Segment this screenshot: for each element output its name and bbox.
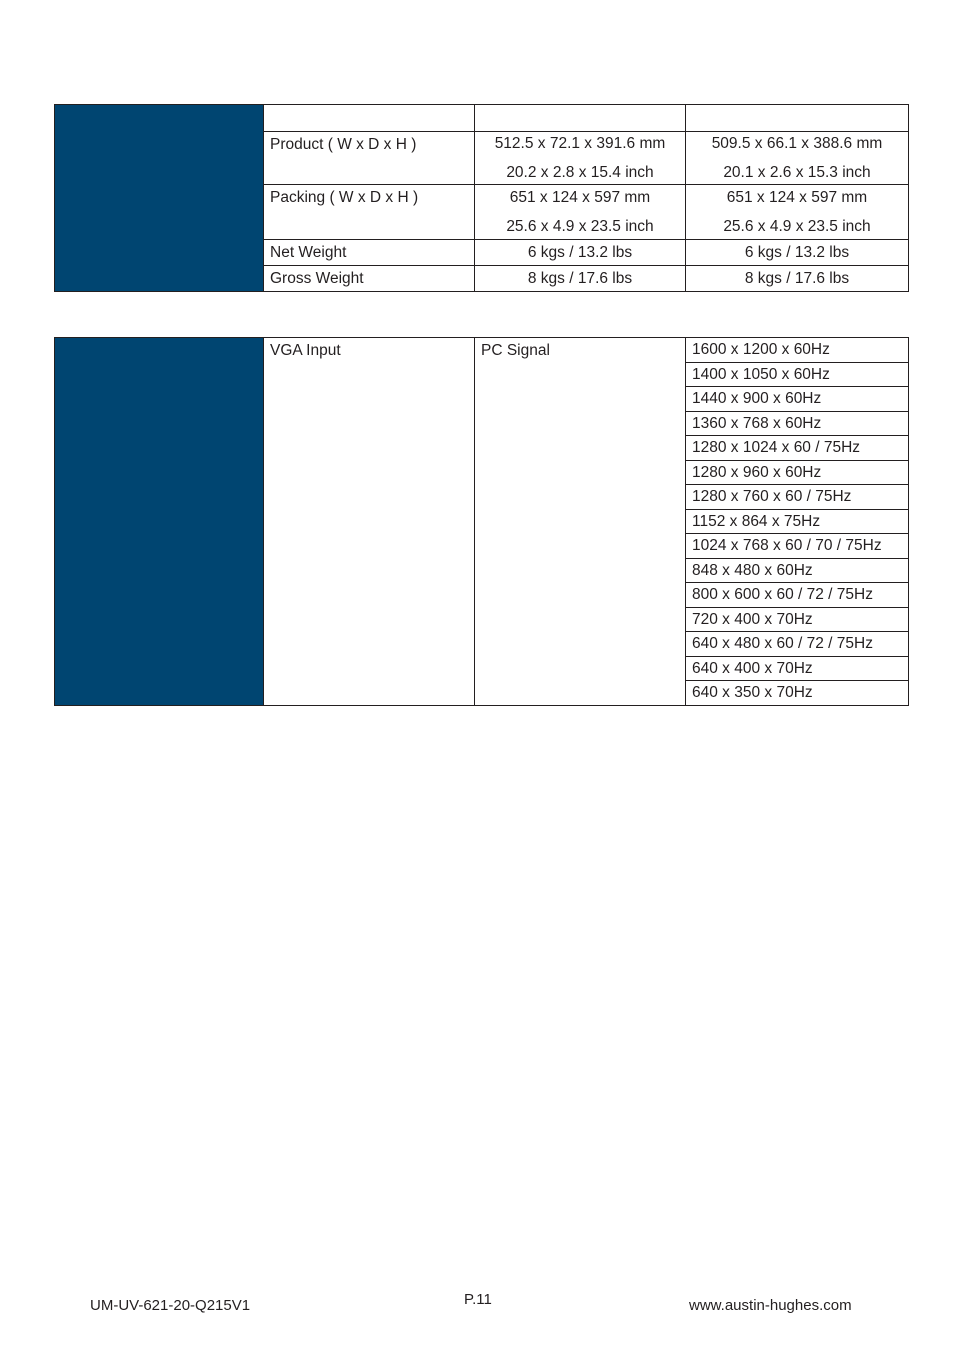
model-a-value: 8 kgs / 17.6 lbs <box>475 266 686 292</box>
header-model-a-cell <box>475 105 686 132</box>
row-label: Packing ( W x D x H ) <box>264 185 475 240</box>
imperial-value: 25.6 x 4.9 x 23.5 inch <box>506 218 654 235</box>
header-label-cell <box>264 105 475 132</box>
metric-value: 512.5 x 72.1 x 391.6 mm <box>494 134 666 152</box>
row-label: Product ( W x D x H ) <box>264 132 475 185</box>
resolution-mode-cell: 1280 x 1024 x 60 / 75Hz <box>686 436 909 461</box>
table-header-row <box>55 105 909 132</box>
resolution-mode-cell: 1280 x 760 x 60 / 75Hz <box>686 485 909 510</box>
model-b-value: 8 kgs / 17.6 lbs <box>686 266 909 292</box>
dimensions-weight-table <box>54 104 909 292</box>
row-label: Gross Weight <box>264 266 475 292</box>
metric-value: 651 x 124 x 597 mm <box>726 188 868 206</box>
metric-value: 651 x 124 x 597 mm <box>509 188 651 206</box>
resolution-mode-cell: 1360 x 768 x 60Hz <box>686 411 909 436</box>
model-a-value <box>475 132 686 185</box>
section-label-band <box>55 105 264 292</box>
vga-timing-table <box>54 337 909 706</box>
imperial-value: 25.6 x 4.9 x 23.5 inch <box>723 218 871 235</box>
resolution-mode-cell: 1440 x 900 x 60Hz <box>686 387 909 412</box>
page-number: P.11 <box>464 1291 492 1308</box>
imperial-value: 20.2 x 2.8 x 15.4 inch <box>506 164 654 181</box>
model-a-value: 6 kgs / 13.2 lbs <box>475 240 686 266</box>
resolution-mode-cell: 720 x 400 x 70Hz <box>686 607 909 632</box>
resolution-mode-cell: 1152 x 864 x 75Hz <box>686 509 909 534</box>
resolution-mode-cell: 800 x 600 x 60 / 72 / 75Hz <box>686 583 909 608</box>
metric-value: 509.5 x 66.1 x 388.6 mm <box>711 134 883 152</box>
table-row <box>55 338 909 363</box>
resolution-mode-cell: 640 x 400 x 70Hz <box>686 656 909 681</box>
model-b-value: 6 kgs / 13.2 lbs <box>686 240 909 266</box>
website-url: www.austin-hughes.com <box>689 1297 852 1314</box>
document-id: UM-UV-621-20-Q215V1 <box>90 1297 251 1314</box>
model-b-value <box>686 185 909 240</box>
model-a-value <box>475 185 686 240</box>
resolution-mode-cell: 848 x 480 x 60Hz <box>686 558 909 583</box>
resolution-mode-cell: 1280 x 960 x 60Hz <box>686 460 909 485</box>
signal-type-cell: PC Signal <box>475 338 686 706</box>
resolution-mode-cell: 1024 x 768 x 60 / 70 / 75Hz <box>686 534 909 559</box>
row-label: Net Weight <box>264 240 475 266</box>
input-type-cell: VGA Input <box>264 338 475 706</box>
resolution-mode-cell: 1400 x 1050 x 60Hz <box>686 362 909 387</box>
resolution-mode-cell: 1600 x 1200 x 60Hz <box>686 338 909 363</box>
header-model-b-cell <box>686 105 909 132</box>
model-b-value <box>686 132 909 185</box>
resolution-mode-cell: 640 x 350 x 70Hz <box>686 681 909 706</box>
imperial-value: 20.1 x 2.6 x 15.3 inch <box>723 164 871 181</box>
timing-table-body <box>55 338 909 706</box>
section-label-band <box>55 338 264 706</box>
resolution-mode-cell: 640 x 480 x 60 / 72 / 75Hz <box>686 632 909 657</box>
